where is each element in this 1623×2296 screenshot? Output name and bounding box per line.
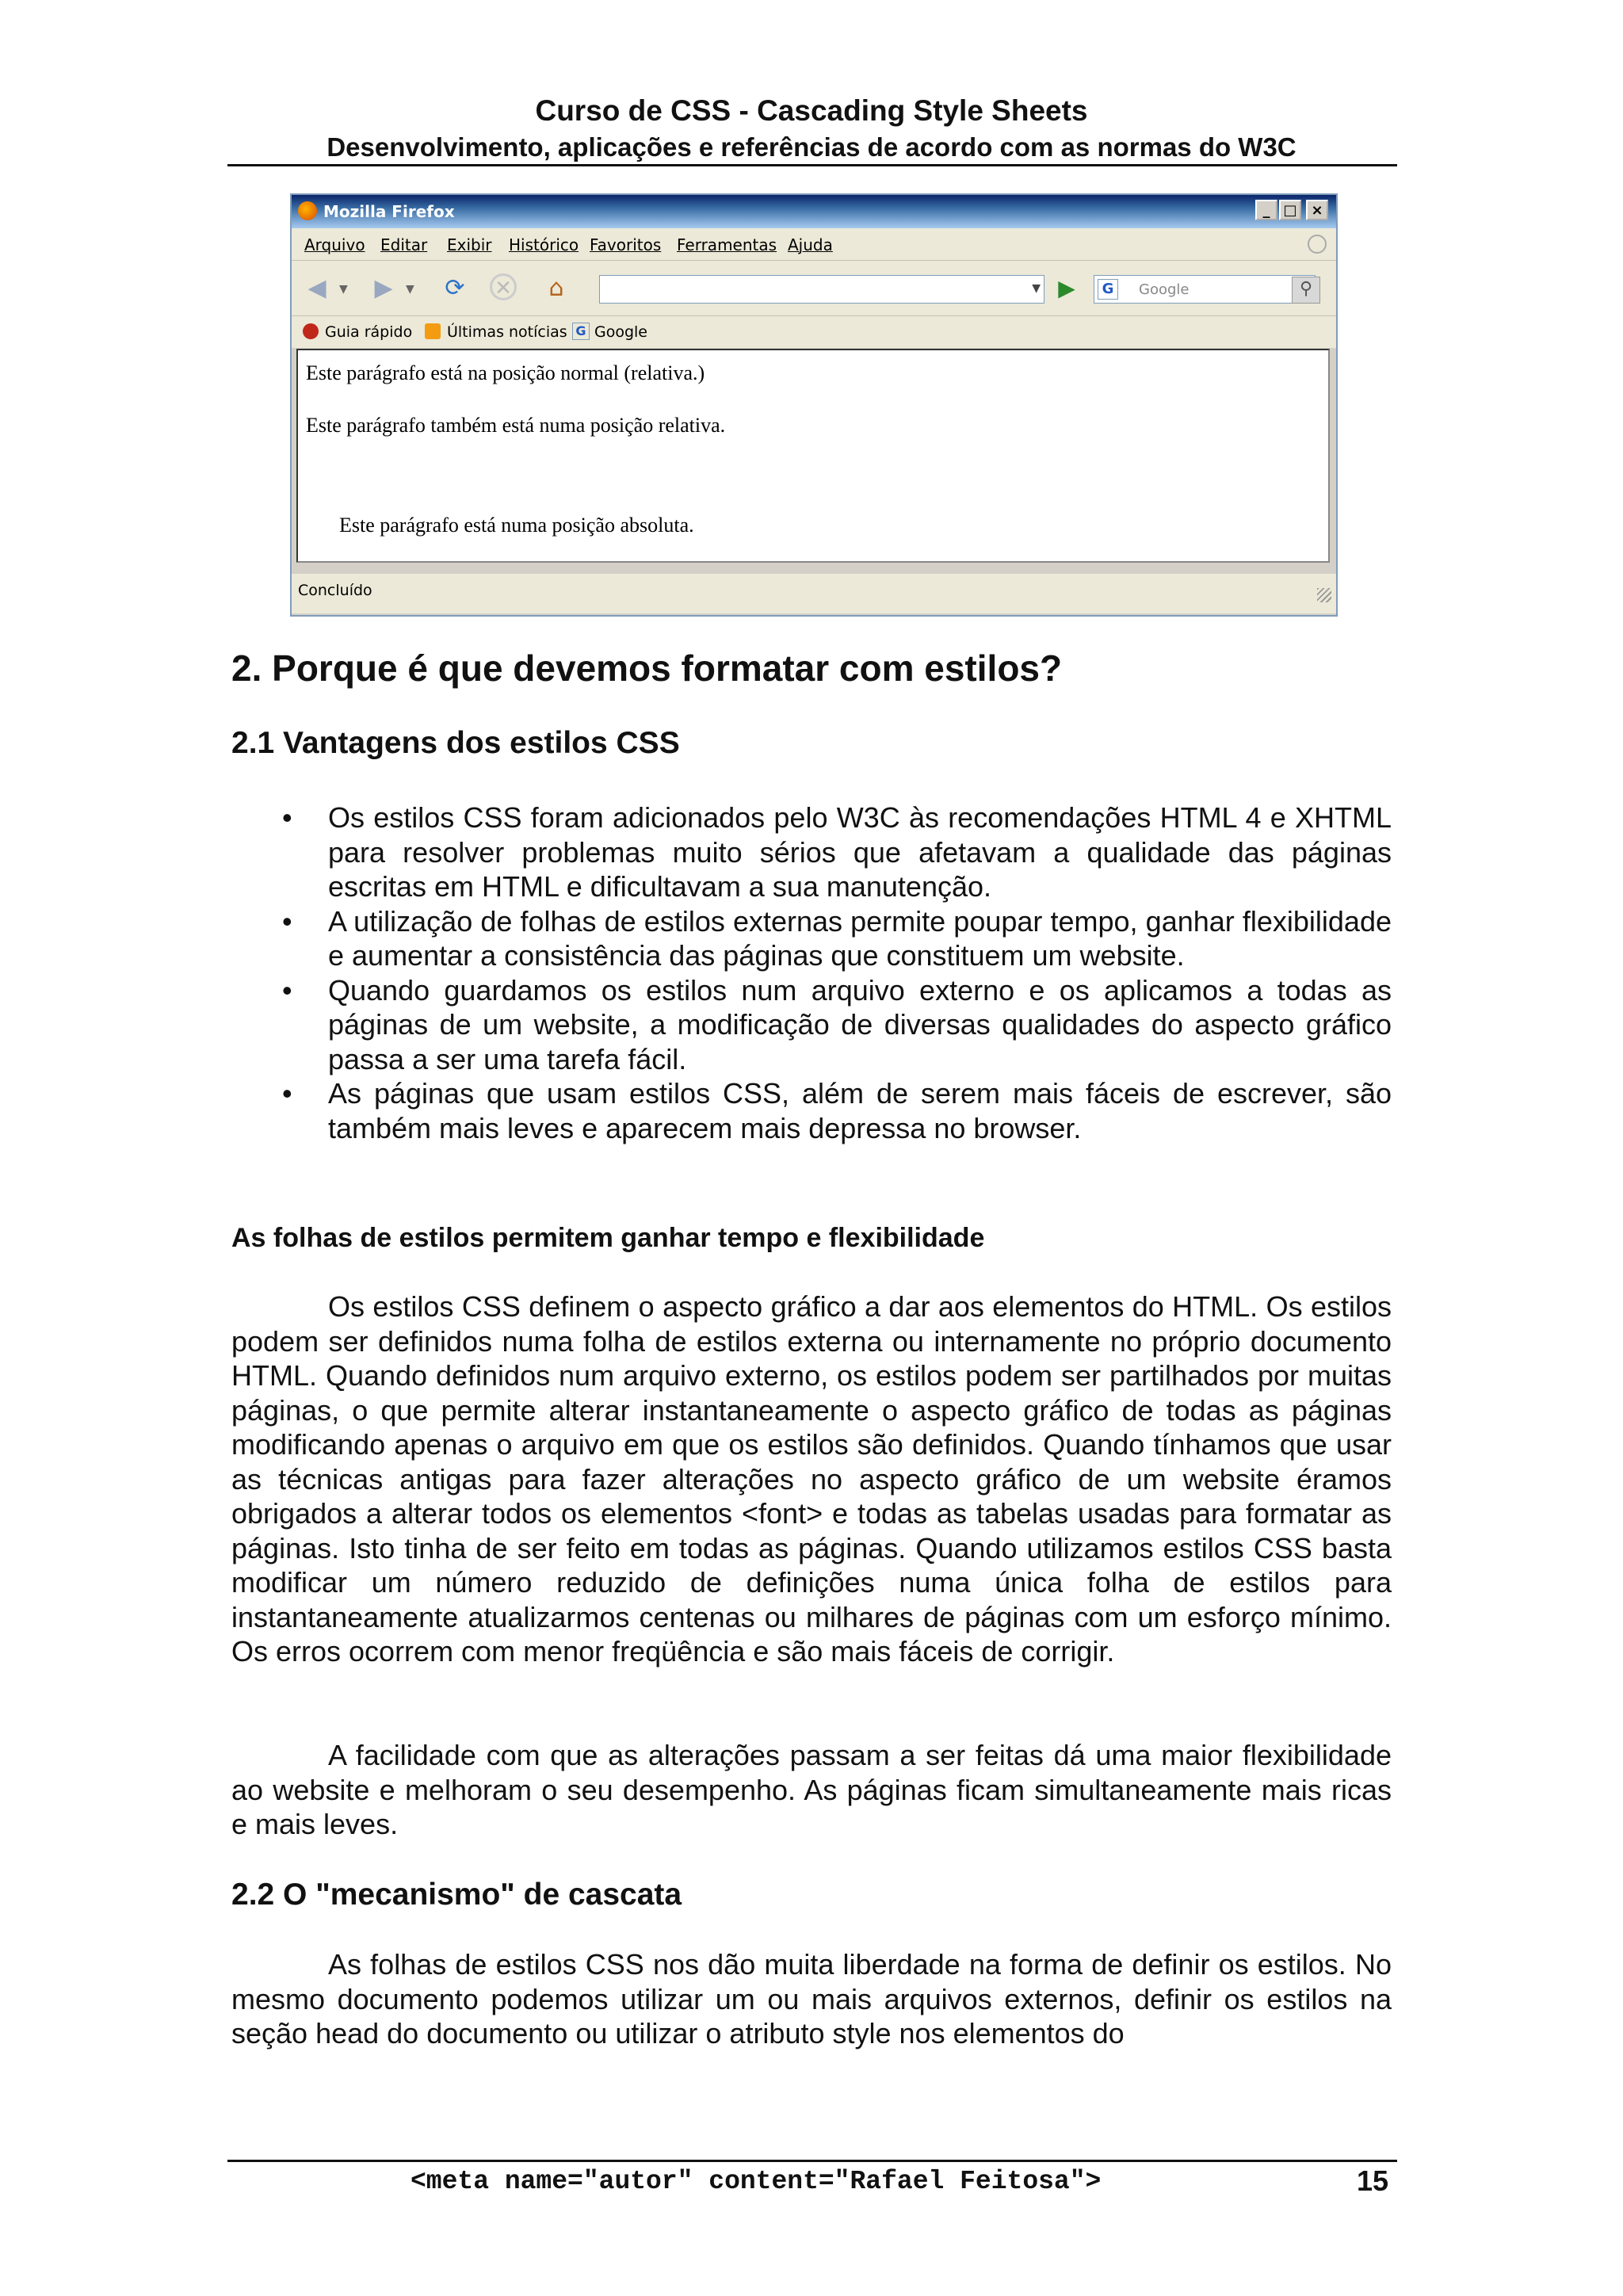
navigation-toolbar (292, 260, 1336, 316)
resize-grip-icon[interactable] (1317, 588, 1331, 602)
firefox-screenshot (290, 193, 1338, 617)
paragraph (231, 1738, 1392, 1842)
home-icon[interactable]: ⌂ (548, 274, 564, 302)
list-item (231, 973, 1392, 1077)
paragraph (231, 1947, 1392, 2051)
url-dropdown-icon[interactable]: ▼ (1032, 282, 1041, 295)
subsection-heading-2-2: 2.2 O "mecanismo" de cascata (231, 1878, 682, 1912)
magnifier-icon[interactable]: ⚲ (1292, 277, 1320, 304)
bookmark-ultimas-noticias[interactable]: Últimas notícias (447, 323, 567, 341)
firefox-logo-icon (298, 201, 317, 220)
google-engine-icon[interactable]: G (1098, 279, 1118, 300)
content-paragraph-relative-2: Este parágrafo também está numa posição relativa. (306, 414, 726, 437)
close-button[interactable]: × (1306, 200, 1328, 220)
go-arrow-icon[interactable]: ▶ (1058, 275, 1075, 301)
forward-arrow-icon[interactable]: ▶ (374, 274, 393, 302)
status-bar (292, 574, 1336, 613)
list-item-text: Quando guardamos os estilos num arquivo externo e os aplicamos a todas as páginas de um website, a modificação de diversas qualidades do aspecto gráfico passa a ser uma tarefa fácil. (328, 973, 1392, 1075)
list-item-text: Os estilos CSS foram adicionados pelo W3C às recomendações HTML 4 e XHTML para resolver problemas muito sérios que afetavam a qualidade das páginas escritas em HTML e dificultavam a sua manutenção. (328, 801, 1392, 903)
content-paragraph-absolute: Este parágrafo está numa posição absoluta. (339, 514, 694, 537)
document-title: Curso de CSS - Cascading Style Sheets (535, 94, 1088, 127)
bold-subheading: As folhas de estilos permitem ganhar tempo e flexibilidade (231, 1223, 985, 1253)
bullet-icon: • (282, 1077, 292, 1110)
forward-dropdown-icon[interactable]: ▼ (406, 283, 414, 296)
stop-icon[interactable]: ✕ (490, 273, 517, 300)
throbber-icon (1308, 235, 1327, 254)
back-dropdown-icon[interactable]: ▼ (339, 283, 348, 296)
bookmark-google[interactable]: Google (594, 323, 648, 341)
document-subtitle: Desenvolvimento, aplicações e referências de acordo com as normas do W3C (327, 132, 1296, 162)
menu-favoritos[interactable]: Favoritos (590, 235, 662, 254)
page-number: 15 (1357, 2164, 1389, 2197)
footer-meta: <meta name="autor" content="Rafael Feitosa"> (411, 2167, 1102, 2196)
paragraph-text: Os estilos CSS definem o aspecto gráfico a dar aos elementos do HTML. Os estilos podem ser definidos numa folha de estilos externa ou internamente no próprio documento HTML. Quando definidos num arquivo externo, os estilos podem ser partilhados por muitas páginas, o que permite alterar instantaneamente o aspecto gráfico de todas as páginas modificando apenas o arquivo em que os estilos são definidos. Quando tínhamos que usar as técnicas antigas para fazer alterações no aspecto gráfico de um website éramos obrigados a alterar todos os elementos <font> e todas as tabelas usadas para formatar as páginas. Isto tinha de ser feito em todas as páginas. Quando utilizamos estilos CSS basta modificar um número reduzido de definições numa única folha de estilos para instantaneamente atualizarmos centenas ou milhares de páginas com um esforço mínimo. Os erros ocorrem com menor freqüência e são mais fáceis de corrigir. (231, 1290, 1392, 1668)
bullet-icon: • (282, 904, 292, 938)
status-text: Concluído (298, 582, 372, 599)
google-icon: G (572, 323, 590, 340)
subsection-heading-2-1: 2.1 Vantagens dos estilos CSS (231, 726, 680, 760)
header-rule (227, 164, 1397, 166)
menu-ajuda[interactable]: Ajuda (788, 235, 833, 254)
menu-editar[interactable]: Editar (380, 235, 428, 254)
list-item (231, 800, 1392, 904)
list-item (231, 904, 1392, 973)
menu-ferramentas[interactable]: Ferramentas (677, 235, 777, 254)
bookmark-guia-rapido[interactable]: Guia rápido (325, 323, 413, 341)
browser-content (296, 349, 1330, 563)
list-item-text: A utilização de folhas de estilos externas permite poupar tempo, ganhar flexibilidade e aumentar a consistência das páginas que constituem um website. (328, 904, 1392, 972)
paragraph-text: As folhas de estilos CSS nos dão muita liberdade na forma de definir os estilos. No mesmo documento podemos utilizar um ou mais arquivos externos, definir os estilos na seção head do documento ou utilizar o atributo style nos elementos do (231, 1948, 1392, 2050)
back-arrow-icon[interactable]: ◀ (307, 274, 327, 302)
window-title: Mozilla Firefox (323, 202, 455, 221)
advantages-list (231, 800, 1392, 1145)
content-paragraph-relative: Este parágrafo está na posição normal (relativa.) (306, 361, 705, 384)
menu-exibir[interactable]: Exibir (447, 235, 492, 254)
footer-rule (227, 2160, 1397, 2162)
section-heading: 2. Porque é que devemos formatar com estilos? (231, 648, 1063, 689)
bookmarks-toolbar (292, 315, 1336, 348)
search-placeholder: Google (1139, 281, 1190, 298)
list-item-text: As páginas que usam estilos CSS, além de serem mais fáceis de escrever, são também mais leves e aparecem mais depressa no browser. (328, 1077, 1392, 1144)
url-input[interactable] (599, 275, 1044, 304)
rss-icon (425, 323, 441, 339)
minimize-button[interactable]: _ (1255, 200, 1277, 220)
search-input[interactable] (1094, 275, 1316, 304)
bullet-icon: • (282, 801, 292, 834)
menu-arquivo[interactable]: Arquivo (304, 235, 365, 254)
reload-icon[interactable]: ⟳ (445, 274, 465, 302)
menu-historico[interactable]: Histórico (509, 235, 579, 254)
list-item (231, 1076, 1392, 1145)
menu-bar (292, 228, 1336, 260)
paragraph-text: A facilidade com que as alterações passam a ser feitas dá uma maior flexibilidade ao website e melhoram o seu desempenho. As páginas ficam simultaneamente mais ricas e mais leves. (231, 1739, 1392, 1840)
guide-icon (303, 323, 319, 339)
paragraph (231, 1289, 1392, 1669)
window-titlebar (292, 195, 1336, 228)
maximize-button[interactable]: □ (1279, 200, 1301, 220)
bullet-icon: • (282, 973, 292, 1007)
